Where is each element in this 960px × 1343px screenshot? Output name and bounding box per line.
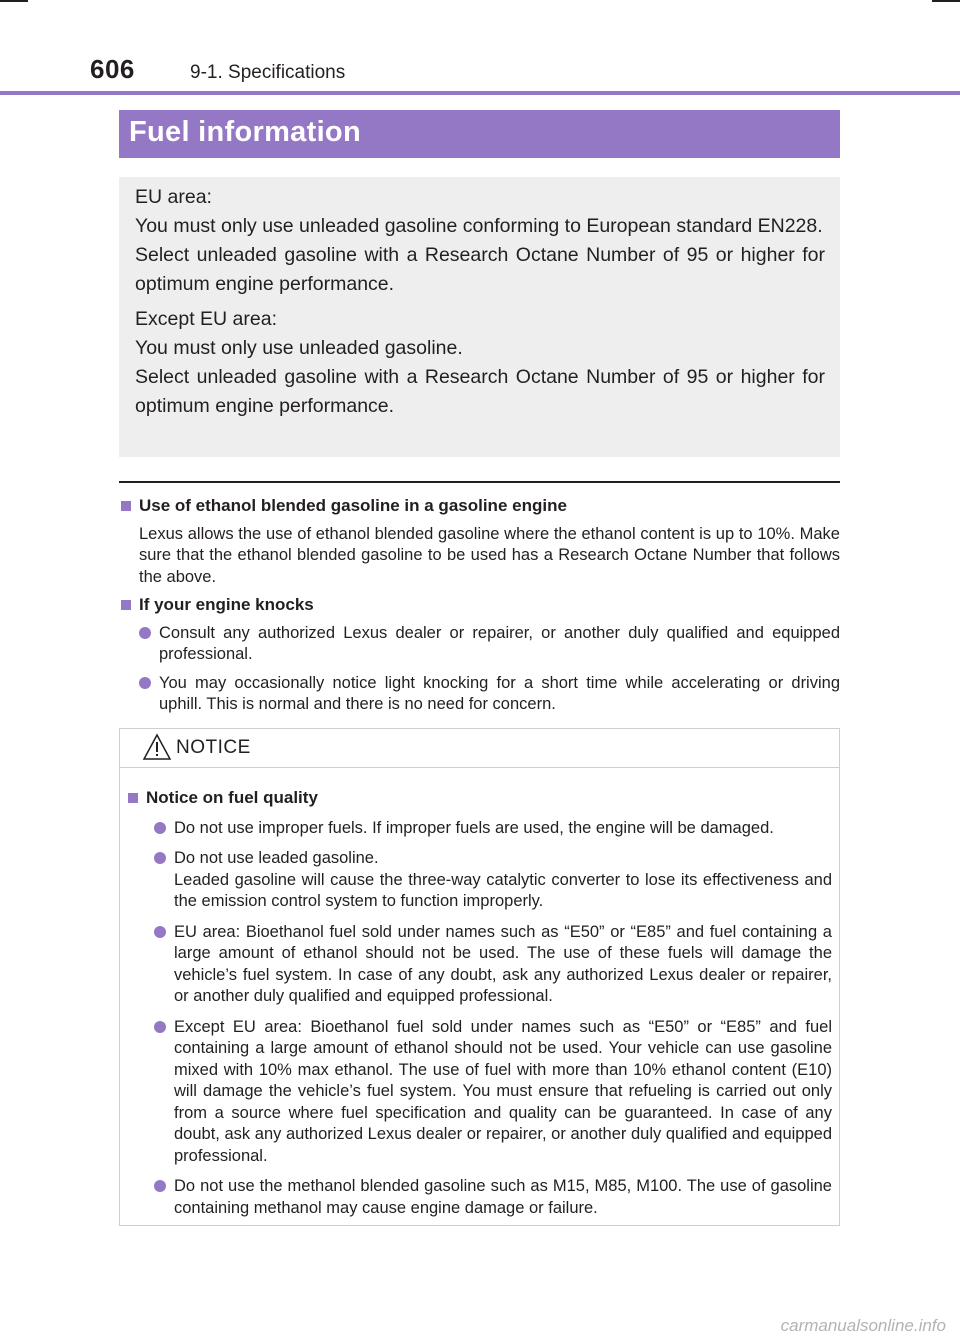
circle-bullet-icon — [154, 1180, 166, 1192]
notice-title: NOTICE — [176, 737, 251, 758]
eu-label: EU area: — [135, 186, 212, 208]
circle-bullet-icon — [139, 627, 151, 639]
non-eu-octane-text: Select unleaded gasoline with a Research Octane Number of 95 or higher for optimum engine performance. — [135, 366, 825, 417]
non-eu-label: Except EU area: — [135, 308, 277, 330]
notice-body — [128, 787, 832, 1219]
list-item — [128, 818, 832, 840]
list-item-text: Do not use the methanol blended gasoline such as M15, M85, M100. The use of gasoline containing methanol may cause engine damage or failure. — [174, 1177, 832, 1217]
circle-bullet-icon — [139, 677, 151, 689]
square-bullet-icon — [128, 793, 138, 803]
non-eu-unleaded-text: You must only use unleaded gasoline. — [135, 337, 463, 359]
eu-standard-text: You must only use unleaded gasoline conforming to European standard EN228. — [135, 215, 823, 237]
list-item-line: Do not use leaded gasoline. — [174, 849, 379, 867]
warning-triangle-icon — [142, 733, 172, 761]
list-item-text: EU area: Bioethanol fuel sold under names such as “E50” or “E85” and fuel containing a large amount of ethanol should not be used. The use of these fuels will damage the vehicle’s fuel system. In case of any doubt, ask any authorized Lexus dealer or repairer, or another duly qualified and equipped professional. — [174, 922, 832, 1005]
page-number: 606 — [90, 54, 135, 84]
watermark-footer: carmanualsonline.info — [780, 1316, 946, 1335]
section-divider — [119, 481, 840, 483]
notice-box — [119, 728, 840, 1226]
notice-heading — [128, 787, 832, 809]
circle-bullet-icon — [154, 822, 166, 834]
circle-bullet-icon — [154, 926, 166, 938]
knocks-section — [121, 594, 840, 716]
knocks-heading-text: If your engine knocks — [139, 595, 314, 614]
eu-octane-text: Select unleaded gasoline with a Research Octane Number of 95 or higher for optimum engine performance. — [135, 244, 825, 295]
section-title: 9-1. Specifications — [190, 62, 346, 83]
list-item-text: Do not use improper fuels. If improper fuels are used, the engine will be damaged. — [174, 818, 774, 837]
list-item — [128, 848, 832, 913]
knocks-heading — [121, 594, 840, 616]
list-item-line: Leaded gasoline will cause the three-way catalytic converter to lose its effectiveness and the emission control system to function improperly. — [174, 870, 832, 910]
ethanol-heading — [121, 495, 840, 517]
ethanol-section — [121, 495, 840, 588]
header-rule — [0, 91, 960, 95]
list-item-text — [174, 848, 832, 913]
list-item — [128, 922, 832, 1008]
notice-heading-text: Notice on fuel quality — [146, 788, 318, 807]
square-bullet-icon — [121, 501, 131, 511]
list-item — [128, 1176, 832, 1219]
square-bullet-icon — [121, 600, 131, 610]
list-item — [128, 1017, 832, 1168]
ethanol-text: Lexus allows the use of ethanol blended gasoline where the ethanol content is up to 10%. Make sure that the ethanol blended gasoline to be used has a Research Octane Number that follows the above. — [139, 524, 840, 586]
list-item-text: Except EU area: Bioethanol fuel sold under names such as “E50” or “E85” and fuel containing a large amount of ethanol should not be used. Your vehicle can use gasoline mixed with 10% max ethanol. The use of fuel with more than 10% ethanol content (E10) will damage the vehicle’s fuel system. You must ensure that refueling is carried out only from a source where fuel specification and quality can be guaranteed. In case of any doubt, ask any authorized Lexus dealer or repairer, or another duly qualified and equipped professional. — [174, 1017, 832, 1165]
circle-bullet-icon — [154, 852, 166, 864]
notice-header — [120, 729, 839, 768]
page-title: Fuel information — [119, 110, 840, 158]
ethanol-heading-text: Use of ethanol blended gasoline in a gasoline engine — [139, 496, 567, 515]
list-item-text: You may occasionally notice light knocking for a short time while accelerating or driving uphill. This is normal and there is no need for concern. — [159, 673, 840, 713]
circle-bullet-icon — [154, 1021, 166, 1033]
list-item — [121, 623, 840, 666]
fuel-requirements-box — [119, 177, 840, 457]
list-item-text: Consult any authorized Lexus dealer or repairer, or another duly qualified and equipped professional. — [159, 623, 840, 663]
crop-mark-top-right — [932, 0, 960, 2]
list-item — [121, 673, 840, 716]
crop-mark-top-left — [0, 0, 28, 2]
